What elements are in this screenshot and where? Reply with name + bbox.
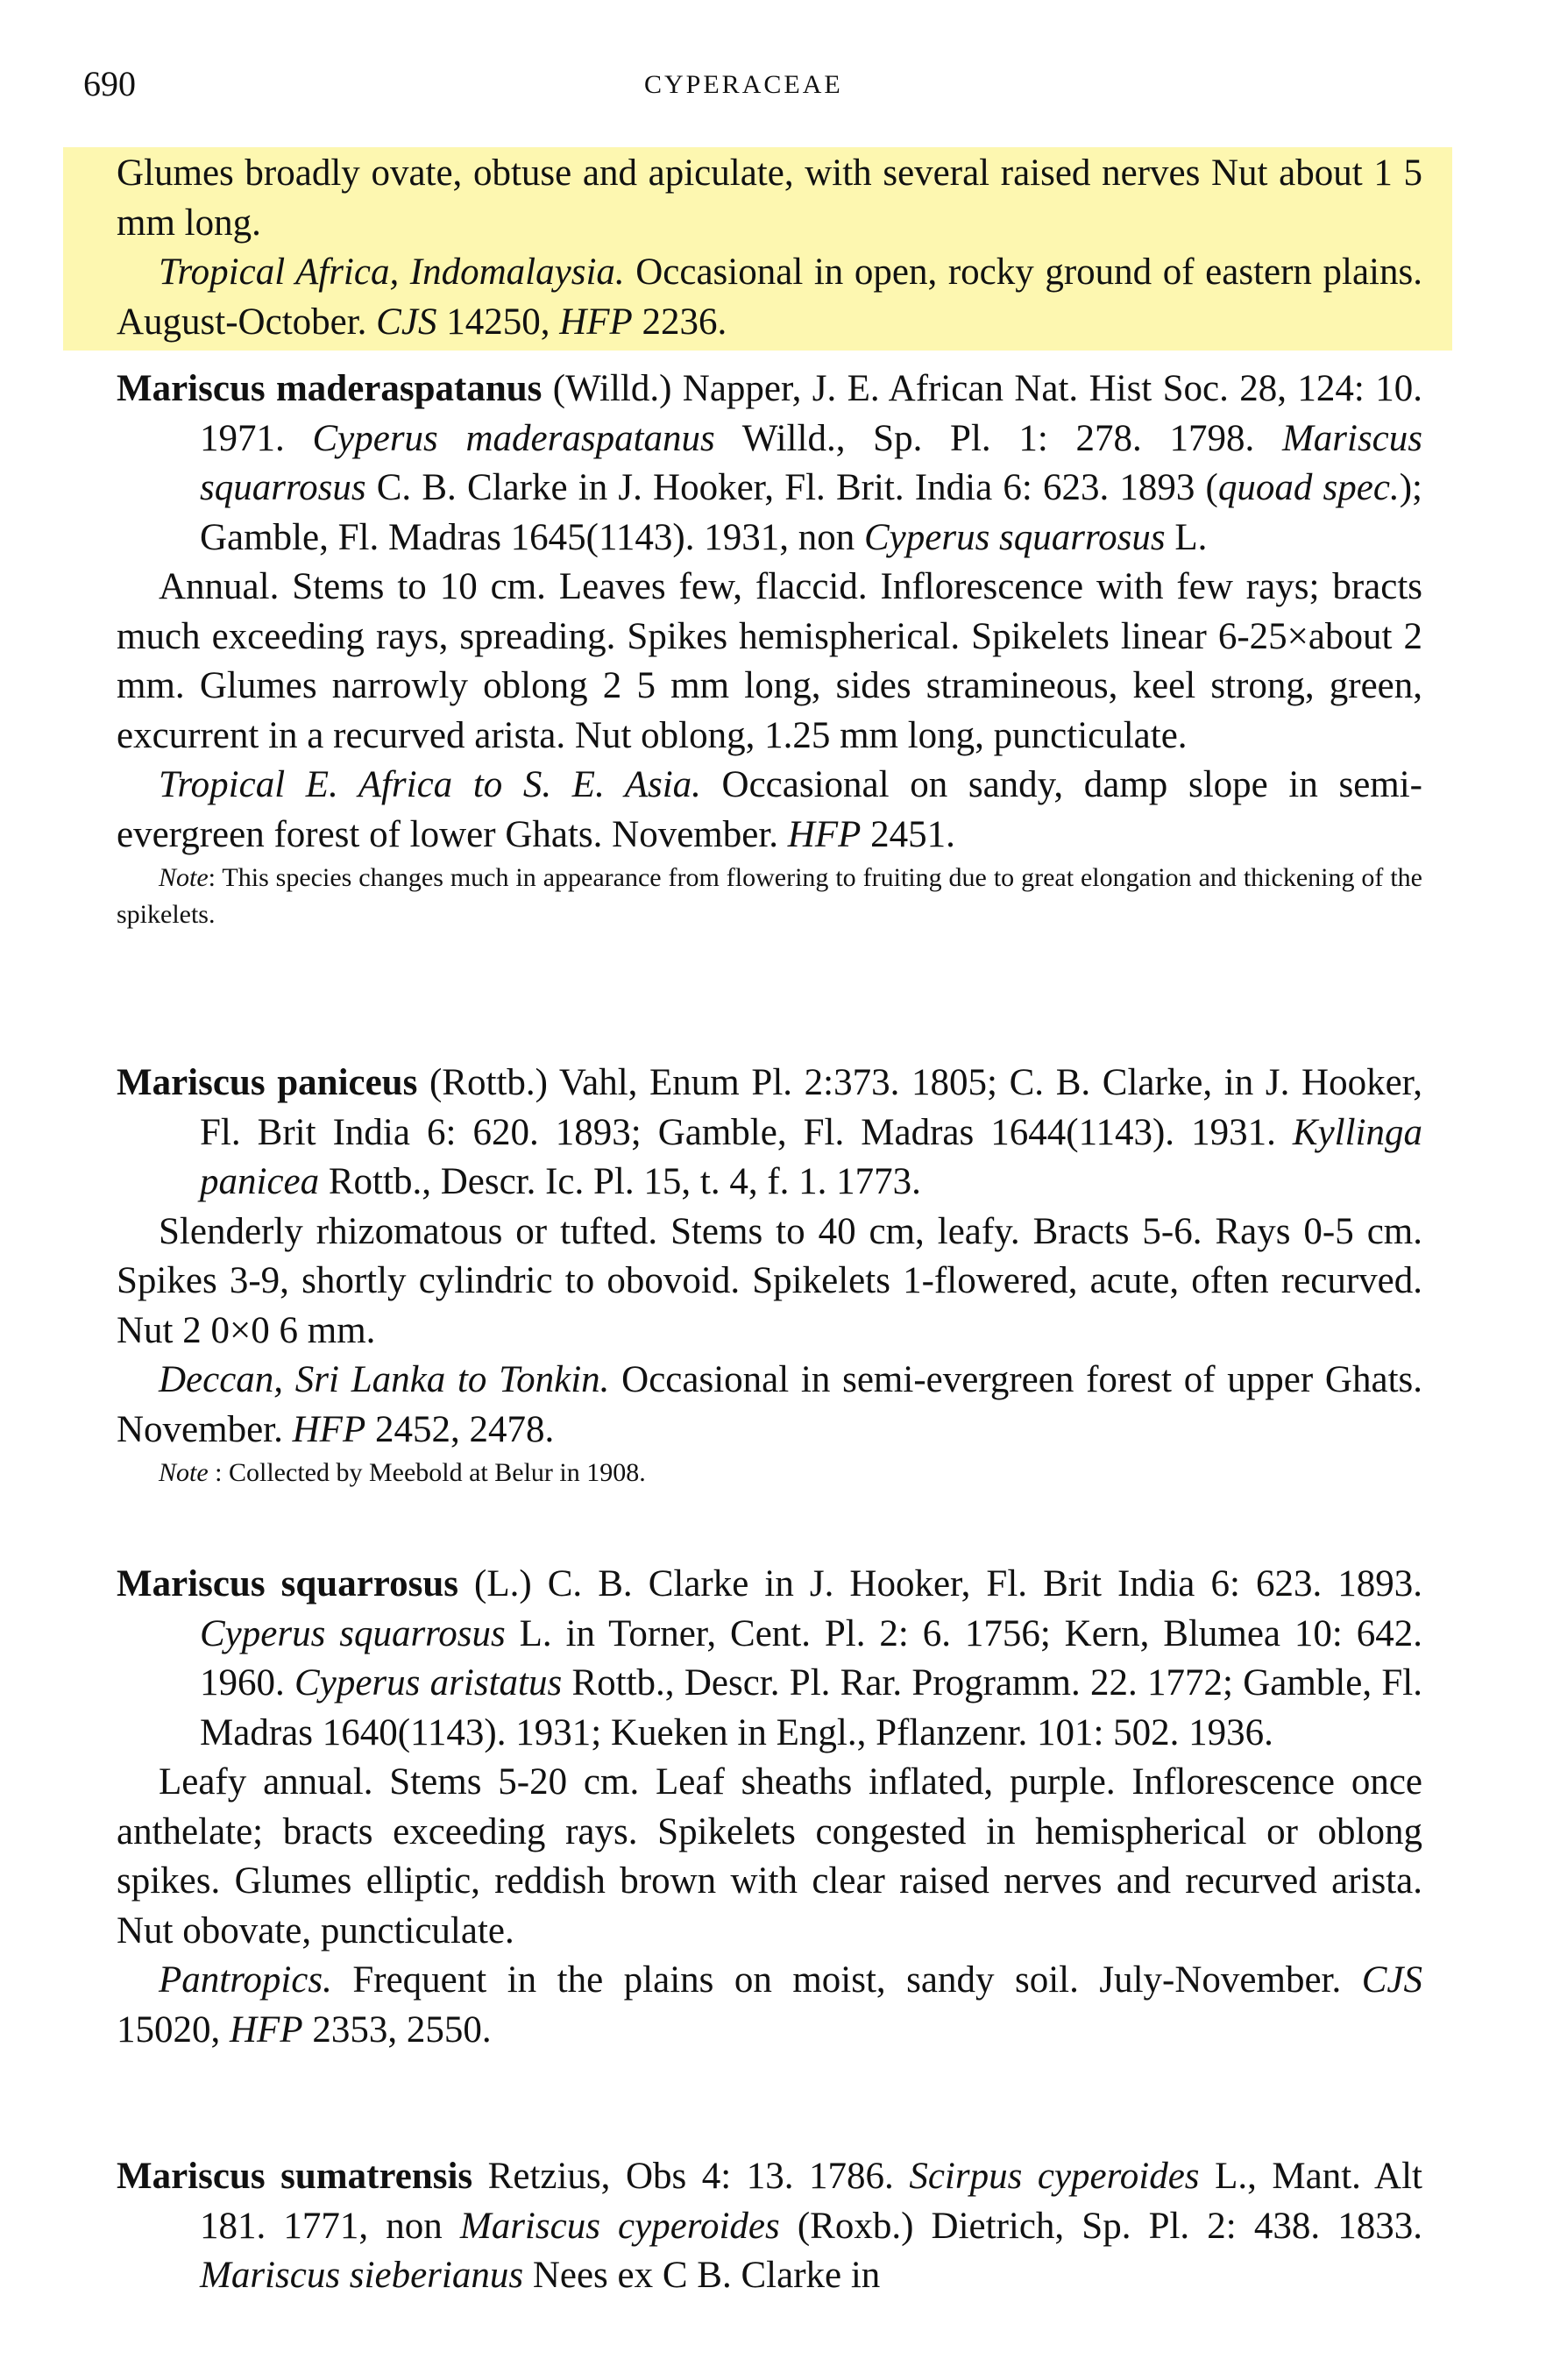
intro-description: Glumes broadly ovate, obtuse and apiculate, with several raised nerves Nut about 1 5 mm long. (117, 152, 1422, 244)
running-title: CYPERACEAE (644, 70, 843, 99)
species-entry-squarrosus (117, 1560, 1422, 2055)
species-citation: Mariscus sumatrensis Retzius, Obs 4: 13. 1786. Scirpus cyperoides L., Mant. Alt 181. 1771, non Mariscus cyperoides (Roxb.) Dietrich, Sp. Pl. 2: 438. 1833. Mariscus sieberianus Nees ex C B. Clarke in (117, 2156, 1422, 2296)
intro-block (117, 149, 1422, 347)
species-entry-sumatrensis (117, 2152, 1422, 2301)
page-number: 690 (83, 64, 136, 103)
species-entry-maderaspatanus (117, 365, 1422, 933)
species-description: Leafy annual. Stems 5-20 cm. Leaf sheaths inflated, purple. Inflorescence once anthelate; bracts exceeding rays. Spikelets congested in hemispherical or oblong spikes. Glumes elliptic, reddish brown with clear raised nerves and recurved arista. Nut obovate, puncticulate. (117, 1761, 1422, 1951)
species-name: Mariscus squarrosus (117, 1563, 458, 1604)
species-name: Mariscus maderaspatanus (117, 368, 543, 409)
species-citation: Mariscus maderaspatanus (Willd.) Napper, J. E. African Nat. Hist Soc. 28, 124: 10. 1971. Cyperus maderaspatanus Willd., Sp. Pl. 1: 278. 1798. Mariscus squarrosus C. B. Clarke in J. Hooker, Fl. Brit. India 6: 623. 1893 (quoad spec.); Gamble, Fl. Madras 1645(1143). 1931, non Cyperus squarrosus L. (117, 368, 1423, 558)
species-distribution: Tropical E. Africa to S. E. Asia. Occasional on sandy, damp slope in semi-evergreen forest of lower Ghats. November. HFP 2451. (117, 764, 1422, 855)
species-citation: Mariscus squarrosus (L.) C. B. Clarke in J. Hooker, Fl. Brit India 6: 623. 1893. Cyperus squarrosus L. in Torner, Cent. Pl. 2: 6. 1756; Kern, Blumea 10: 642. 1960. Cyperus aristatus Rottb., Descr. Pl. Rar. Programm. 22. 1772; Gamble, Fl. Madras 1640(1143). 1931; Kueken in Engl., Pflanzenr. 101: 502. 1936. (117, 1563, 1423, 1753)
species-distribution: Deccan, Sri Lanka to Tonkin. Occasional in semi-evergreen forest of upper Ghats. November. HFP 2452, 2478. (117, 1359, 1422, 1450)
species-distribution: Pantropics. Frequent in the plains on moist, sandy soil. July-November. CJS 15020, HFP 2353, 2550. (117, 1959, 1422, 2051)
species-entry-paniceus (117, 1059, 1422, 1491)
species-name: Mariscus sumatrensis (117, 2156, 473, 2197)
species-description: Annual. Stems to 10 cm. Leaves few, flaccid. Inflorescence with few rays; bracts much exceeding rays, spreading. Spikes hemispherical. Spikelets linear 6-25×about 2 mm. Glumes narrowly oblong 2 5 mm long, sides stramineous, keel strong, green, excurrent in a recurved arista. Nut oblong, 1.25 mm long, puncticulate. (117, 566, 1422, 756)
species-note: Note : Collected by Meebold at Belur in 1908. (159, 1458, 646, 1487)
species-name: Mariscus paniceus (117, 1062, 418, 1103)
species-note: Note: This species changes much in appearance from flowering to fruiting due to great elongation and thickening of the spikelets. (117, 863, 1422, 929)
species-citation: Mariscus paniceus (Rottb.) Vahl, Enum Pl. 2:373. 1805; C. B. Clarke, in J. Hooker, Fl. Brit India 6: 620. 1893; Gamble, Fl. Madras 1644(1143). 1931. Kyllinga panicea Rottb., Descr. Ic. Pl. 15, t. 4, f. 1. 1773. (117, 1062, 1423, 1202)
intro-distribution: Tropical Africa, Indomalaysia. Occasional in open, rocky ground of eastern plains. August-October. CJS 14250, HFP 2236. (117, 251, 1422, 343)
species-description: Slenderly rhizomatous or tufted. Stems to 40 cm, leafy. Bracts 5-6. Rays 0-5 cm. Spikes 3-9, shortly cylindric to obovoid. Spikelets 1-flowered, acute, often recurved. Nut 2 0×0 6 mm. (117, 1210, 1422, 1351)
page-header (83, 63, 1450, 116)
